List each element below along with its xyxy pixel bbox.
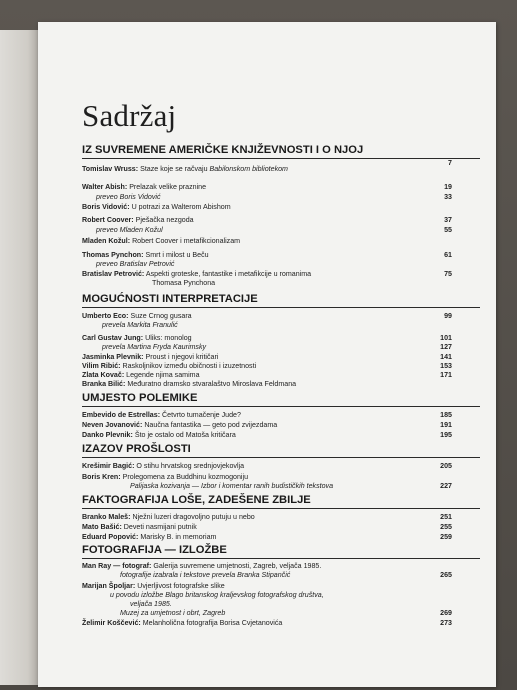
toc-entry: Mladen Kožul: Robert Coover i metafikcionalizam: [82, 237, 241, 245]
toc-entry-sub: fotografije izabrala i tekstove prevela Branka Stipančić 265: [120, 571, 452, 579]
toc-entry: Branko Maleš: Nježni luzeri dragovoljno putuju u nebo 251: [82, 513, 452, 521]
toc-entry-sub: preveo Bratislav Petrović: [96, 260, 175, 268]
toc-entry-sub: prevela Markita Franulić: [102, 321, 178, 329]
toc-entry: Embevido de Estrellas: Četvrto tumačenje Jude? 185: [82, 411, 452, 419]
toc-entry: Walter Abish: Prelazak velike praznine 19: [82, 183, 452, 191]
toc-entry-sub: Muzej za umjetnost i obrt, Zagreb 269: [120, 609, 452, 617]
toc-entry: Danko Plevnik: Što je ostalo od Matoša kritičara 195: [82, 431, 452, 439]
toc-entry: Marijan Špoljar: Uvjerljivost fotografske slike: [82, 582, 225, 590]
toc-entry: Carl Gustav Jung: Uliks: monolog 101: [82, 334, 452, 342]
toc-entry: Mato Bašić: Deveti nasmijani putnik 255: [82, 523, 452, 531]
section-heading: FOTOGRAFIJA — IZLOŽBE: [82, 543, 480, 559]
toc-entry: Robert Coover: Pješačka nezgoda 37: [82, 216, 452, 224]
toc-entry: Boris Vidović: U potrazi za Walterom Abishom: [82, 203, 231, 211]
toc-entry: Umberto Eco: Suze Crnog gusara 99: [82, 312, 452, 320]
toc-entry-sub: prevela Martina Fryda Kaurimsky 127: [102, 343, 452, 351]
page-title: Sadržaj: [82, 98, 177, 133]
toc-entry: Krešimir Bagić: O stihu hrvatskog srednjovjekovlja 205: [82, 462, 452, 470]
toc-entry-sub: veljača 1985.: [130, 600, 172, 608]
toc-entry: Eduard Popović: Marisky B. in memoriam 259: [82, 533, 452, 541]
toc-entry: Thomas Pynchon: Smrt i milost u Beču 61: [82, 251, 452, 259]
toc-entry: Vilim Ribić: Raskoljnikov između običnosti i izuzetnosti 153: [82, 362, 452, 370]
section-heading: FAKTOGRAFIJA LOŠE, ZADEŠENE ZBILJE: [82, 493, 480, 509]
toc-entry-sub: preveo Boris Vidović 33: [96, 193, 452, 201]
toc-entry: Boris Kren: Prolegomena za Buddhinu kozmogoniju: [82, 473, 249, 481]
section-heading: IZ SUVREMENE AMERIČKE KNJIŽEVNOSTI I O NJOJ: [82, 143, 480, 159]
toc-entry-sub: Thomasa Pynchona: [152, 279, 216, 287]
toc-entry: Neven Jovanović: Naučna fantastika — geto pod zvijezdama 191: [82, 421, 452, 429]
section-heading: MOGUĆNOSTI INTERPRETACIJE: [82, 292, 480, 308]
toc-entry: Man Ray — fotograf: Galerija suvremene umjetnosti, Zagreb, veljača 1985.: [82, 562, 322, 570]
toc-entry: Zlata Kovač: Legende njima samima 171: [82, 371, 452, 379]
toc-entry-sub: Palijaska kozivanja — Izbor i komentar ranih budističkih tekstova 227: [130, 482, 452, 490]
toc-entry: Jasminka Plevnik: Proust i njegovi kritičari 141: [82, 353, 452, 361]
previous-page-edge: [0, 30, 40, 685]
section-heading: UMJESTO POLEMIKE: [82, 391, 480, 407]
section-heading: IZAZOV PROŠLOSTI: [82, 442, 480, 458]
toc-entry-sub: u povodu izložbe Blago britanskog kraljevskog fotografskog društva,: [110, 591, 324, 599]
toc-entry-sub: preveo Mladen Kožul 55: [96, 226, 452, 234]
toc-entry: Bratislav Petrović: Aspekti groteske, fantastike i metafikcije u romanima 75: [82, 270, 452, 278]
toc-entry: Želimir Koščević: Melanholična fotografija Borisa Cvjetanovića 273: [82, 619, 452, 627]
toc-entry: Tomislav Wruss: Staze koje se račvaju Babilonskom bibliotekom 7: [82, 159, 452, 173]
toc-entry: Branka Bilić: Međuratno dramsko stvaralaštvo Miroslava Feldmana: [82, 380, 297, 388]
